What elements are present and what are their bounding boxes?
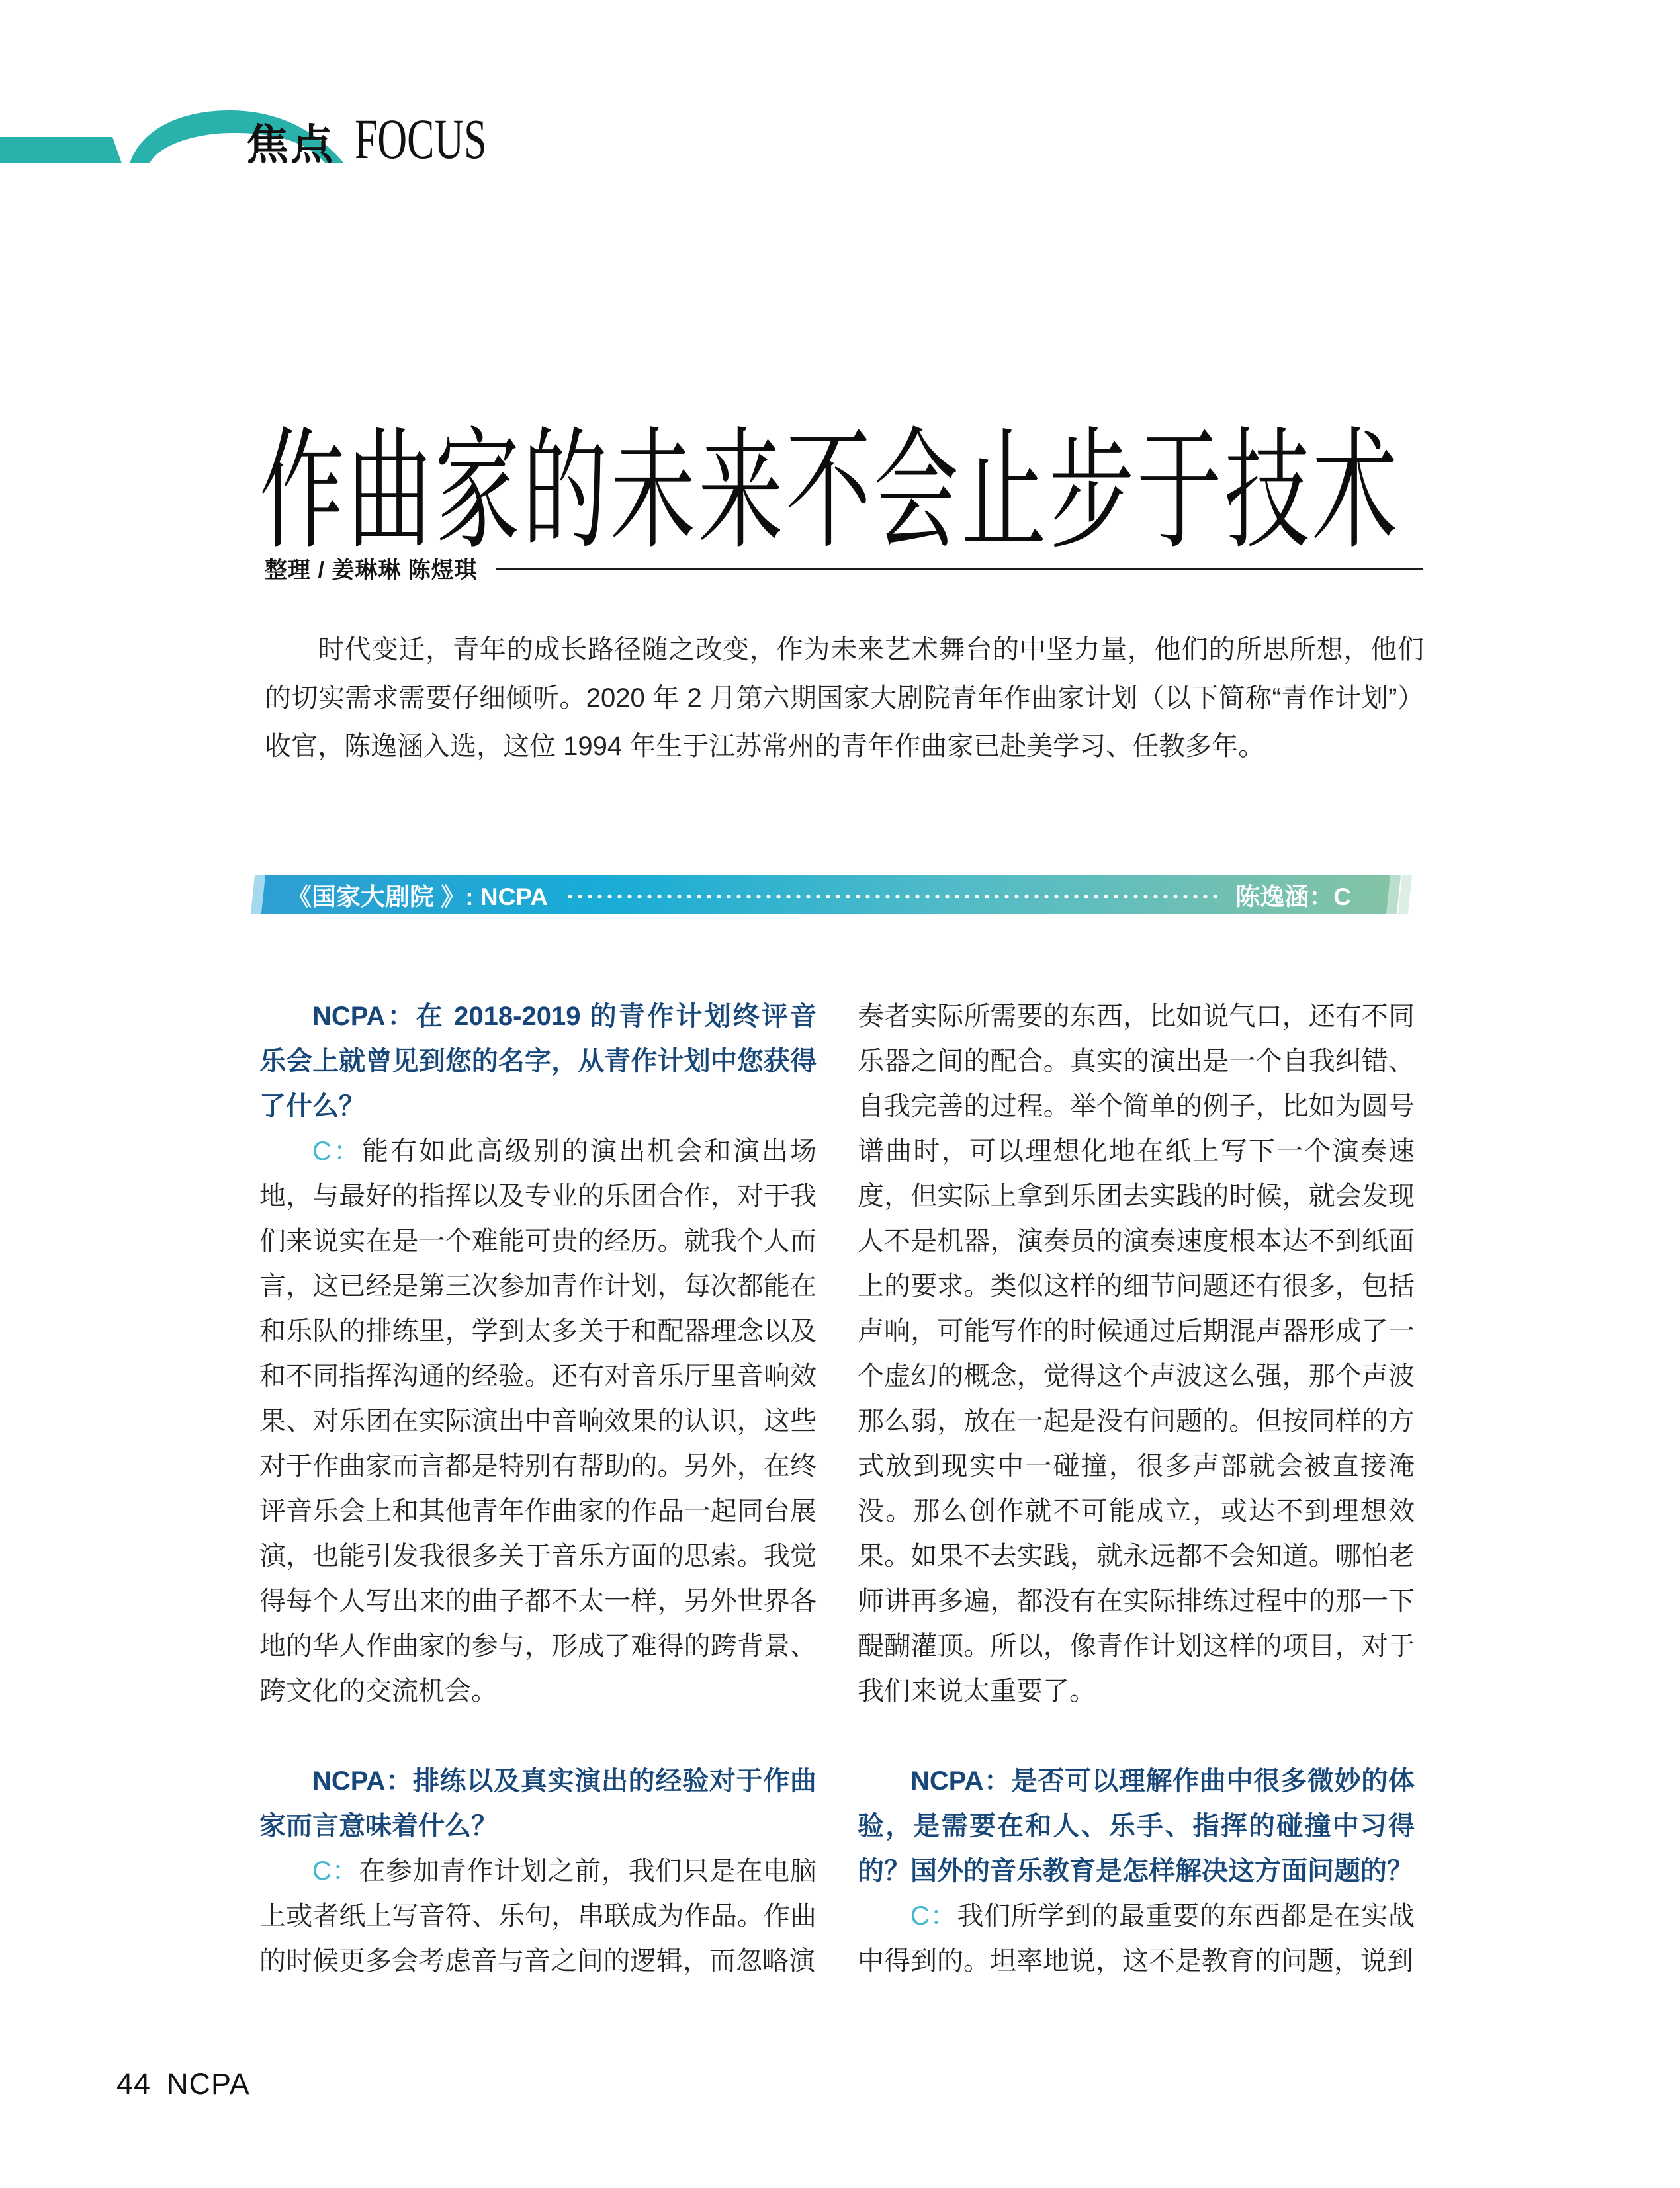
- speaker-prefix: C：: [312, 1857, 359, 1886]
- byline-row: [265, 552, 1423, 584]
- page-number: 44: [116, 2067, 152, 2101]
- column-right: [858, 994, 1415, 1984]
- byline-rule: [496, 568, 1423, 570]
- banner-content: [263, 875, 1388, 914]
- paragraph-question: NCPA：是否可以理解作曲中很多微妙的体验，是需要在和人、乐手、指挥的碰撞中习得的？国外的音乐教育是怎样解决这方面问题的？: [858, 1767, 1415, 1886]
- intro-paragraph: 时代变迁，青年的成长路径随之改变，作为未来艺术舞台的中坚力量，他们的所思所想，他们的切实需求需要仔细倾听。2020 年 2 月第六期国家大剧院青年作曲家计划（以下简称“青作计划”）收官，陈逸涵入选，这位 1994 年生于江苏常州的青年作曲家已赴美学习、任教多年。: [265, 635, 1424, 761]
- section-label-en: FOCUS: [355, 108, 487, 171]
- speaker-prefix: C：: [312, 1137, 363, 1166]
- banner-left-label: 《国家大剧院 》: NCPA: [287, 883, 548, 910]
- interview-banner: [261, 875, 1390, 914]
- paragraph-answer: C：我们所学到的最重要的东西都是在实战中得到的。坦率地说，这不是教育的问题，说到: [858, 1902, 1415, 1976]
- column-left: [259, 994, 817, 1984]
- paragraph-continuation: 奏者实际所需要的东西，比如说气口，还有不同乐器之间的配合。真实的演出是一个自我纠错、自我完善的过程。举个简单的例子，比如为圆号谱曲时，可以理想化地在纸上写下一个演奏速度，但实际上拿到乐团去实践的时候，就会发现人不是机器，演奏员的演奏速度根本达不到纸面上的要求。类似这样的细节问题还有很多，包括声响，可能写作的时候通过后期混声器形成了一个虚幻的概念，觉得这个声波这么强，那个声波那么弱，放在一起是没有问题的。但按同样的方式放到现实中一碰撞，很多声部就会被直接淹没。那么创作就不可能成立，或达不到理想效果。如果不去实践，就永远都不会知道。哪怕老师讲再多遍，都没有在实际排练过程中的那一下醍醐灌顶。所以，像青作计划这样的项目，对于我们来说太重要了。: [858, 1002, 1415, 1706]
- paragraph-question: NCPA：排练以及真实演出的经验对于作曲家而言意味着什么？: [259, 1767, 817, 1841]
- section-label-cn: 焦点: [246, 121, 335, 169]
- masthead: [0, 101, 523, 191]
- focus-logo: [0, 101, 523, 191]
- paragraph-answer: C：能有如此高级别的演出机会和演出场地，与最好的指挥以及专业的乐团合作，对于我们来说实在是一个难能可贵的经历。就我个人而言，这已经是第三次参加青作计划，每次都能在和乐队的排练里，学到太多关于和配器理念以及和不同指挥沟通的经验。还有对音乐厅里音响效果、对乐团在实际演出中音响效果的认识，这些对于作曲家而言都是特别有帮助的。另外，在终评音乐会上和其他青年作曲家的作品一起同台展演，也能引发我很多关于音乐方面的思索。我觉得每个人写出来的曲子都不太一样，另外世界各地的华人作曲家的参与，形成了难得的跨背景、跨文化的交流机会。: [259, 1137, 817, 1706]
- dotted-leader: [565, 894, 1218, 899]
- article-title: 作曲家的未来不会止步于技术: [259, 419, 1400, 564]
- byline: 整理 / 姜琳琳 陈煜琪: [265, 558, 478, 583]
- paragraph-question: NCPA：在 2018-2019 的青作计划终评音乐会上就曾见到您的名字，从青作计划中您获得了什么？: [259, 1002, 817, 1121]
- masthead-bar: [0, 137, 122, 163]
- banner-right-label: 陈逸涵：C: [1235, 883, 1351, 910]
- speaker-prefix: C：: [910, 1902, 957, 1931]
- paragraph-answer: C：在参加青作计划之前，我们只是在电脑上或者纸上写音符、乐句，串联成为作品。作曲的时候更多会考虑音与音之间的逻辑，而忽略演: [259, 1857, 817, 1976]
- page-footer: [116, 2067, 250, 2101]
- qa-columns: [259, 994, 1415, 1984]
- footer-brand: NCPA: [167, 2067, 250, 2101]
